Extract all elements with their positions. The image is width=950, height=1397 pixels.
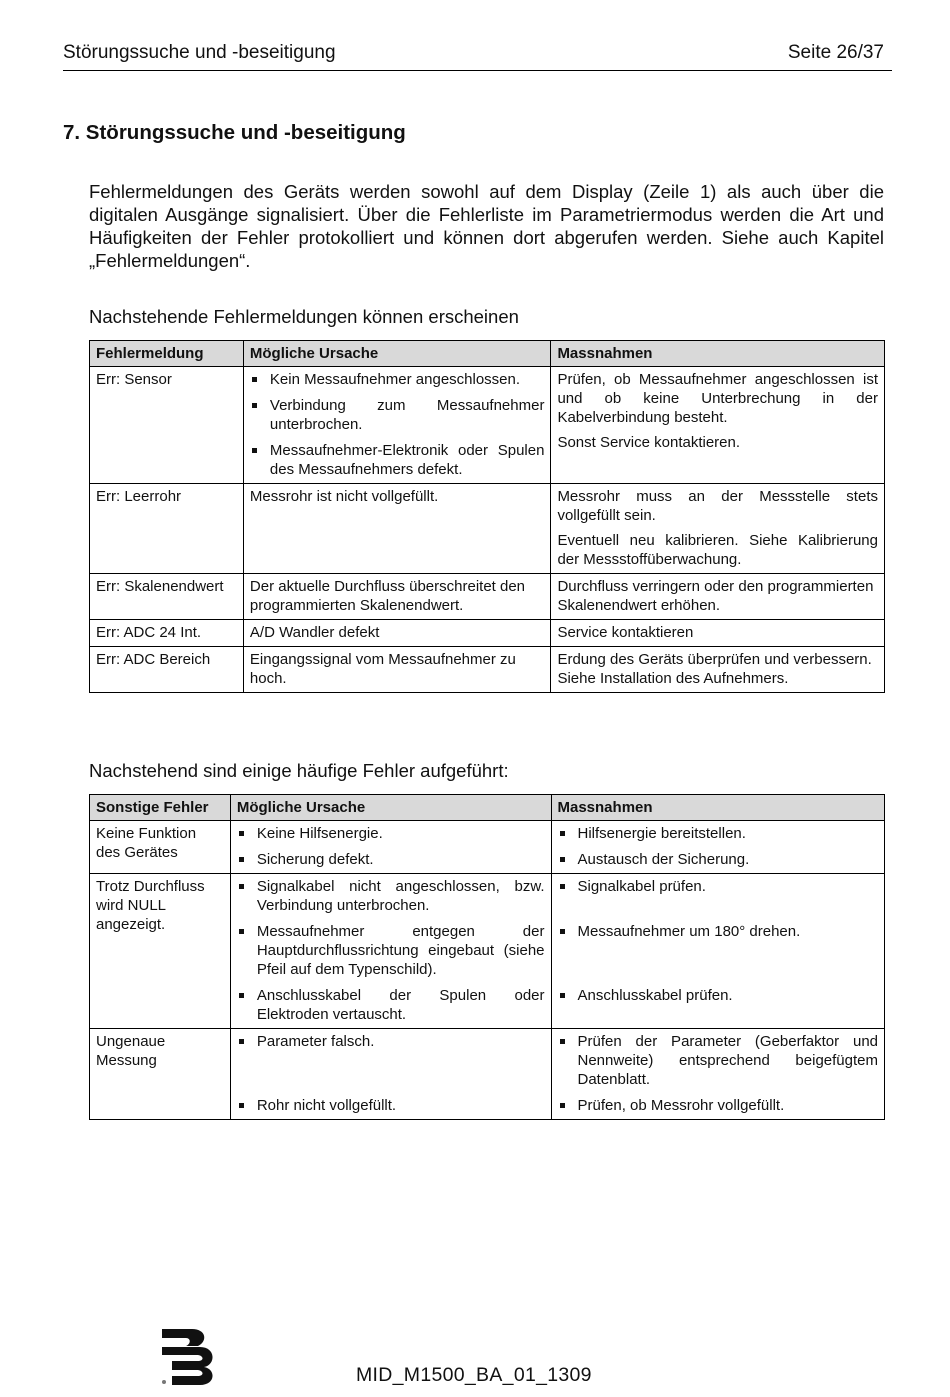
action-cell bbox=[551, 874, 885, 1029]
bb-logo-icon bbox=[158, 1325, 218, 1387]
header-page-number: Seite 26/37 bbox=[787, 42, 884, 63]
bullet-item: Hilfsenergie bereitstellen. bbox=[558, 824, 879, 843]
bullet-item: Parameter falsch. bbox=[237, 1032, 545, 1051]
bullet-item: Verbindung zum Messaufnehmer unterbrochen. bbox=[250, 396, 545, 434]
cause-cell bbox=[230, 874, 551, 1029]
fault-name: Keine Funktion des Gerätes bbox=[90, 821, 231, 874]
cause-cell: A/D Wandler defekt bbox=[243, 620, 551, 647]
action-text: Prüfen, ob Messaufnehmer angeschlossen ist und ob keine Unterbrechung in der Kabelverbindung besteht. bbox=[557, 371, 878, 426]
error-code: Err: Sensor bbox=[90, 367, 244, 484]
document-code: MID_M1500_BA_01_1309 bbox=[356, 1364, 592, 1386]
bullet-item: Anschlusskabel prüfen. bbox=[558, 986, 879, 1005]
action-cell bbox=[551, 484, 885, 574]
bullet-item: Signalkabel prüfen. bbox=[558, 877, 879, 896]
column-header: Mögliche Ursache bbox=[243, 341, 551, 367]
table-row bbox=[90, 874, 885, 1029]
action-cell: Durchfluss verringern oder den programmierten Skalenendwert erhöhen. bbox=[551, 574, 885, 620]
cause-cell: Messrohr ist nicht vollgefüllt. bbox=[243, 484, 551, 574]
chapter-title: 7. Störungssuche und -beseitigung bbox=[63, 121, 406, 144]
action-cell: Erdung des Geräts überprüfen und verbessern. Siehe Installation des Aufnehmers. bbox=[551, 647, 885, 693]
column-header: Sonstige Fehler bbox=[90, 795, 231, 821]
table-header-row bbox=[90, 341, 885, 367]
table-row bbox=[90, 620, 885, 647]
action-text: Eventuell neu kalibrieren. Siehe Kalibrierung der Messstoffüberwachung. bbox=[557, 532, 878, 568]
cause-cell: Eingangssignal vom Messaufnehmer zu hoch. bbox=[243, 647, 551, 693]
table-row bbox=[90, 574, 885, 620]
fault-name: Trotz Durchfluss wird NULL angezeigt. bbox=[90, 874, 231, 1029]
error-messages-table bbox=[89, 340, 885, 693]
bullet-item: Austausch der Sicherung. bbox=[558, 850, 879, 869]
common-faults-table bbox=[89, 794, 885, 1120]
column-header: Massnahmen bbox=[551, 795, 885, 821]
bullet-item: Prüfen der Parameter (Geberfaktor und Nennweite) entsprechend beigefügtem Datenblatt. bbox=[558, 1032, 879, 1089]
fault-name: Ungenaue Messung bbox=[90, 1029, 231, 1120]
errors-caption: Nachstehende Fehlermeldungen können erscheinen bbox=[89, 306, 519, 327]
table-row bbox=[90, 821, 885, 874]
bullet-item: Anschlusskabel der Spulen oder Elektroden vertauscht. bbox=[237, 986, 545, 1024]
header-section-title: Störungssuche und -beseitigung bbox=[63, 42, 336, 63]
bullet-item: Keine Hilfsenergie. bbox=[237, 824, 545, 843]
bullet-item: Sicherung defekt. bbox=[237, 850, 545, 869]
bullet-item: Kein Messaufnehmer angeschlossen. bbox=[250, 370, 545, 389]
error-code: Err: ADC Bereich bbox=[90, 647, 244, 693]
bullet-item: Prüfen, ob Messrohr vollgefüllt. bbox=[558, 1096, 879, 1115]
bullet-item: Rohr nicht vollgefüllt. bbox=[237, 1096, 545, 1115]
bullet-item: Messaufnehmer entgegen der Hauptdurchflussrichtung eingebaut (siehe Pfeil auf dem Typenschild). bbox=[237, 922, 545, 979]
table-row bbox=[90, 647, 885, 693]
cause-cell bbox=[230, 821, 551, 874]
cause-cell: Der aktuelle Durchfluss überschreitet den programmierten Skalenendwert. bbox=[243, 574, 551, 620]
cause-cell bbox=[243, 367, 551, 484]
table-header-row bbox=[90, 795, 885, 821]
action-cell: Service kontaktieren bbox=[551, 620, 885, 647]
action-cell bbox=[551, 1029, 885, 1120]
bullet-item: Messaufnehmer-Elektronik oder Spulen des Messaufnehmers defekt. bbox=[250, 441, 545, 479]
faults-caption: Nachstehend sind einige häufige Fehler aufgeführt: bbox=[89, 760, 509, 781]
action-cell bbox=[551, 367, 885, 484]
action-cell bbox=[551, 821, 885, 874]
column-header: Mögliche Ursache bbox=[230, 795, 551, 821]
table-row bbox=[90, 1029, 885, 1120]
cause-cell bbox=[230, 1029, 551, 1120]
error-code: Err: Skalenendwert bbox=[90, 574, 244, 620]
action-text: Sonst Service kontaktieren. bbox=[557, 434, 741, 451]
table-row bbox=[90, 367, 885, 484]
column-header: Massnahmen bbox=[551, 341, 885, 367]
bullet-item: Signalkabel nicht angeschlossen, bzw. Verbindung unterbrochen. bbox=[237, 877, 545, 915]
page-header bbox=[63, 40, 892, 71]
error-code: Err: Leerrohr bbox=[90, 484, 244, 574]
intro-paragraph: Fehlermeldungen des Geräts werden sowohl auf dem Display (Zeile 1) als auch über die digitalen Ausgänge signalisiert. Über die Fehlerliste im Parametriermodus werden die Art und Häufigkeiten der Fehler protokolliert und können dort abgerufen werden. Siehe auch Kapitel „Fehlermeldungen“. bbox=[89, 181, 884, 271]
bullet-item: Messaufnehmer um 180° drehen. bbox=[558, 922, 879, 941]
action-text: Messrohr muss an der Messstelle stets vollgefüllt sein. bbox=[557, 488, 878, 524]
column-header: Fehlermeldung bbox=[90, 341, 244, 367]
table-row bbox=[90, 484, 885, 574]
error-code: Err: ADC 24 Int. bbox=[90, 620, 244, 647]
